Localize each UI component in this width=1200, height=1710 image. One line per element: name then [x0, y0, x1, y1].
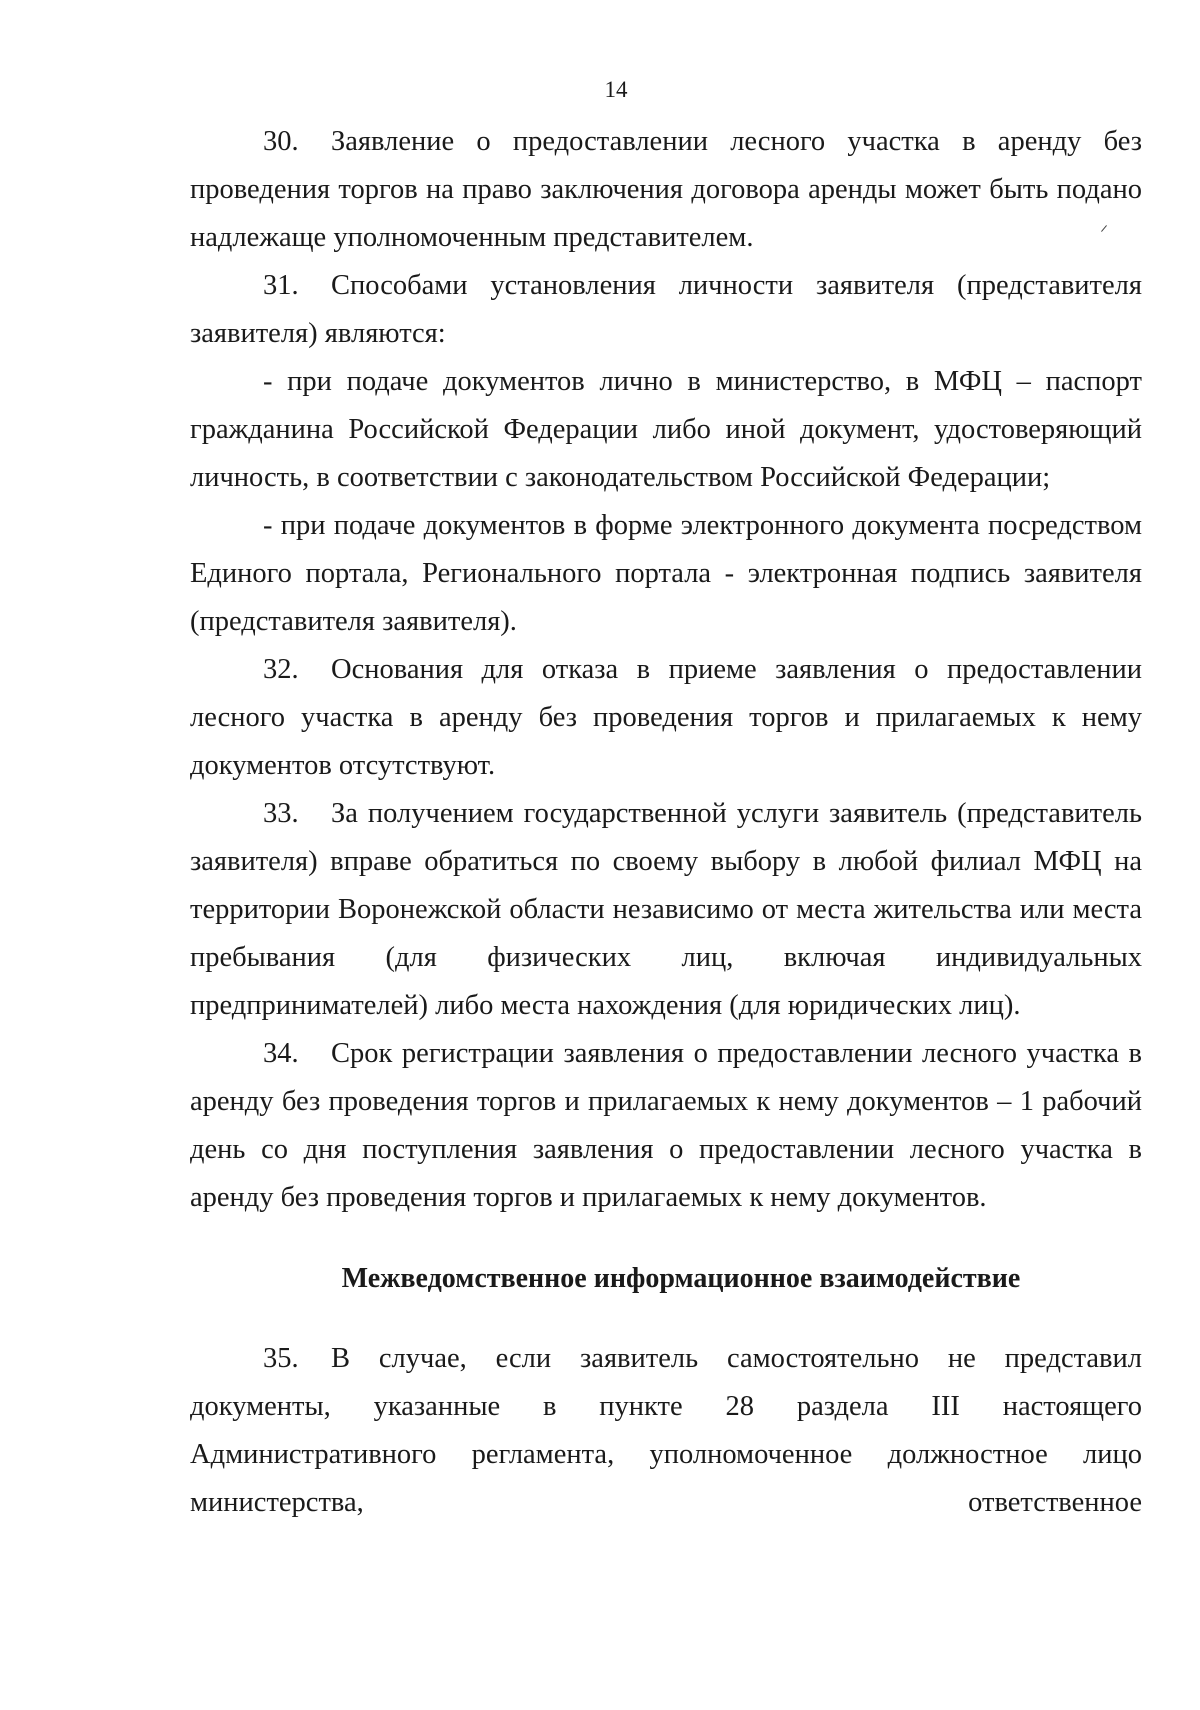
paragraph-text: - при подаче документов лично в министерство, в МФЦ – паспорт гражданина Российской Федерации либо иной документ, удостоверяющий личность, в соответствии с законодательством Российской Федерации; — [190, 366, 1142, 493]
paragraph-text: Основания для отказа в приеме заявления о предоставлении лесного участка в аренду без проведения торгов и прилагаемых к нему документов отсутствуют. — [190, 654, 1142, 781]
paragraph-number: 32. — [263, 654, 299, 685]
paragraph-33 — [190, 790, 1142, 1030]
paragraph-text: Способами установления личности заявителя (представителя заявителя) являются: — [190, 270, 1142, 349]
section-heading: Межведомственное информационное взаимодействие — [341, 1263, 1021, 1294]
paragraph-text: За получением государственной услуги заявитель (представитель заявителя) вправе обратиться по своему выбору в любой филиал МФЦ на территории Воронежской области независимо от места жительства или места пребывания (для физических лиц, включая индивидуальных предпринимателей) либо места нахождения (для юридических лиц). — [190, 798, 1142, 1021]
paragraph-34 — [190, 1030, 1142, 1222]
paragraph-text: В случае, если заявитель самостоятельно не представил документы, указанные в пункте 28 раздела III настоящего Административного регламента, уполномоченное должностное лицо министерства, ответственное — [190, 1343, 1142, 1518]
paragraph-text: - при подаче документов в форме электронного документа посредством Единого портала, Регионального портала - электронная подпись заявителя (представителя заявителя). — [190, 510, 1142, 637]
paragraph-text: Заявление о предоставлении лесного участка в аренду без проведения торгов на право заключения договора аренды может быть подано надлежаще уполномоченным представителем. — [190, 126, 1142, 253]
paragraph-number: 31. — [263, 270, 299, 301]
paragraph-number: 34. — [263, 1038, 299, 1069]
paragraph-31-item-2 — [190, 502, 1142, 646]
paragraph-32 — [190, 646, 1142, 790]
paragraph-number: 35. — [263, 1343, 299, 1374]
paragraph-30 — [190, 118, 1142, 262]
page-number: 14 — [604, 77, 628, 102]
paragraph-number: 30. — [263, 126, 299, 157]
paragraph-35 — [190, 1335, 1142, 1527]
paragraph-31 — [190, 262, 1142, 358]
paragraph-text: Срок регистрации заявления о предоставлении лесного участка в аренду без проведения торгов и прилагаемых к нему документов – 1 рабочий день со дня поступления заявления о предоставлении лесного участка в аренду без проведения торгов и прилагаемых к нему документов. — [190, 1038, 1142, 1213]
paragraph-number: 33. — [263, 798, 299, 829]
paragraph-31-item-1 — [190, 358, 1142, 502]
document-body — [190, 118, 1142, 1527]
